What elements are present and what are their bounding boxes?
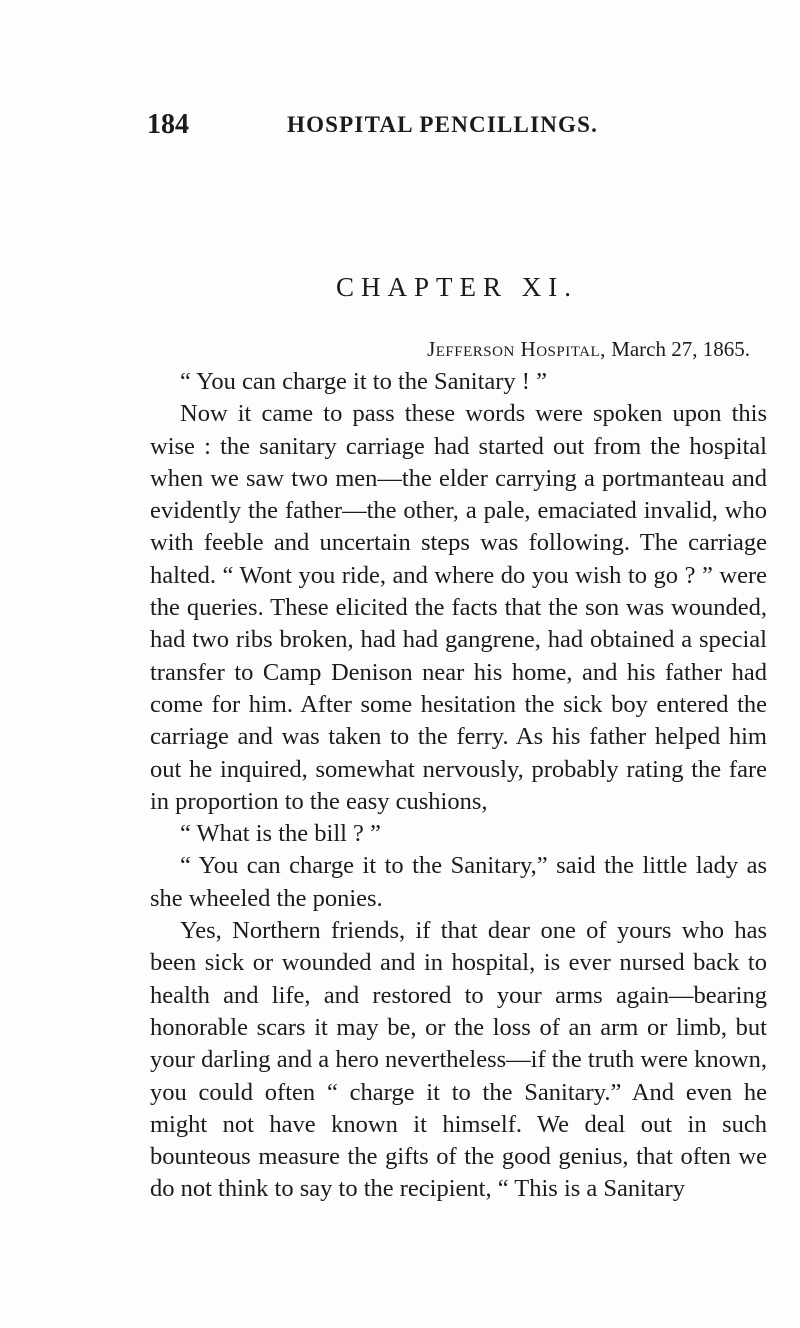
running-head xyxy=(147,108,767,142)
dateline-place: Jefferson Hospital, xyxy=(427,337,606,361)
body-text xyxy=(150,366,767,1206)
dateline-date: March 27, 1865. xyxy=(611,337,750,361)
paragraph: “ What is the bill ? ” xyxy=(180,820,381,848)
dateline xyxy=(427,335,750,363)
paragraph: Yes, Northern friends, if that dear one of yours who has been sick or wounded and in hospital, is ever nursed back to health and life, and restored to your arms again—bearing honorable scars it may be, or the loss of an arm or limb, but your darling and a hero nevertheless—if the truth were known, you could often “ charge it to the Sanitary.” And even he might not have known it himself. We deal out in such bounteous measure the gifts of the good genius, that often we do not think to say to the recipient, “ This is a Sanitary xyxy=(150,917,767,1203)
chapter-heading: CHAPTER XI. xyxy=(335,272,578,302)
page-number: 184 xyxy=(147,109,189,140)
running-title: HOSPITAL PENCILLINGS. xyxy=(287,112,599,137)
paragraph: Now it came to pass these words were spoken upon this wise : the sanitary carriage had started out from the hospital when we saw two men—the elder carrying a portmanteau and evidently the father—the other, a pale, emaciated invalid, who with feeble and uncertain steps was following. The carriage halted. “ Wont you ride, and where do you wish to go ? ” were the queries. These elicited the facts that the son was wounded, had two ribs broken, had had gangrene, had obtained a special transfer to Camp Denison near his home, and his father had come for him. After some hesitation the sick boy entered the carriage and was taken to the ferry. As his father helped him out he inquired, somewhat nervously, probably rating the fare in proportion to the easy cushions, xyxy=(150,400,767,815)
paragraph: “ You can charge it to the Sanitary ! ” xyxy=(180,368,547,395)
paragraph: “ You can charge it to the Sanitary,” said the little lady as she wheeled the ponies. xyxy=(150,852,767,912)
